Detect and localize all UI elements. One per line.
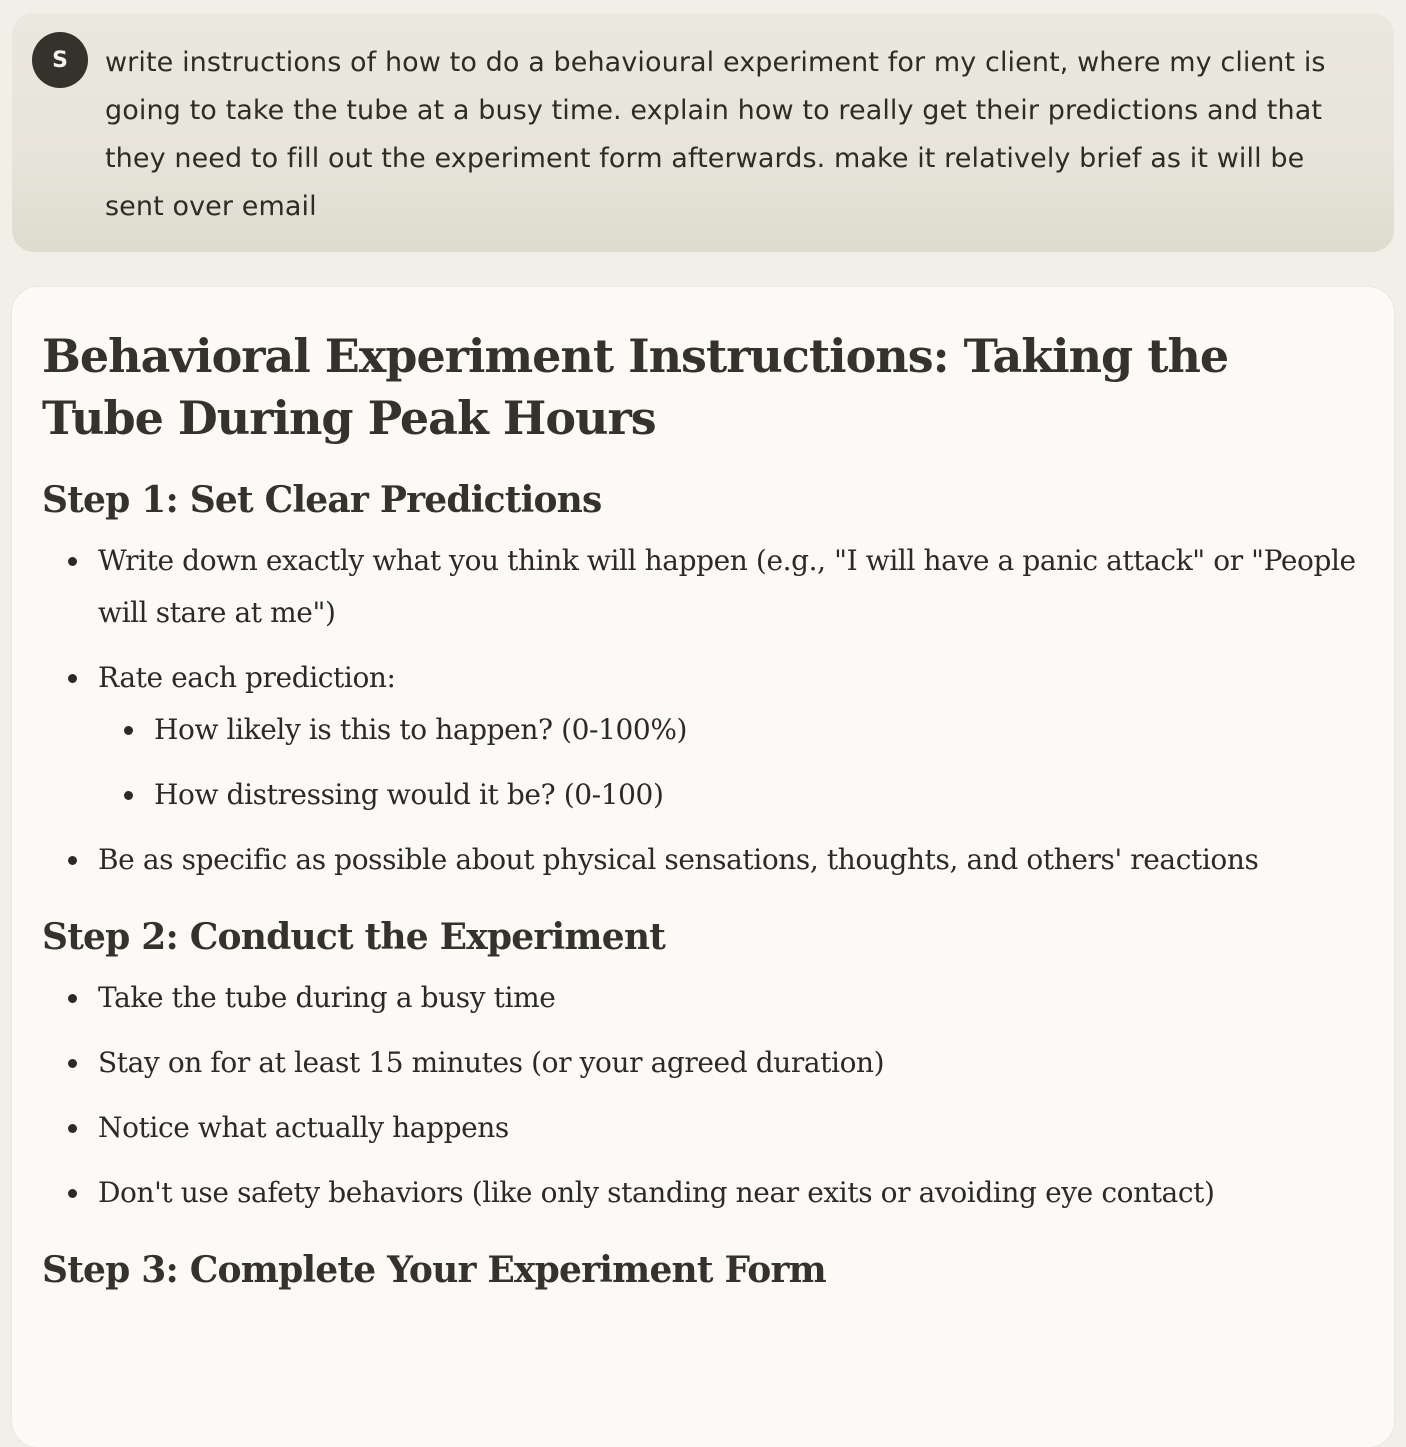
- list-item: How distressing would it be? (0-100): [154, 769, 1364, 821]
- list-item: Notice what actually happens: [98, 1102, 1364, 1154]
- user-avatar[interactable]: S: [32, 32, 88, 88]
- list-item: Don't use safety behaviors (like only standing near exits or avoiding eye contact): [98, 1167, 1364, 1219]
- list-item: Be as specific as possible about physical sensations, thoughts, and others' reactions: [98, 834, 1364, 886]
- user-message: [12, 13, 1394, 252]
- step1-sublist: [98, 704, 1364, 821]
- step3-heading: Step 3: Complete Your Experiment Form: [42, 1249, 826, 1291]
- step2-heading: Step 2: Conduct the Experiment: [42, 916, 666, 958]
- response-title: Behavioral Experiment Instructions: Taking the Tube During Peak Hours: [42, 329, 1229, 445]
- list-item-rate: [98, 652, 1364, 821]
- step1-heading: Step 1: Set Clear Predictions: [42, 479, 602, 521]
- user-message-text: write instructions of how to do a behavioural experiment for my client, where my client is going to take the tube at a busy time. explain how to really get their predictions and that they need to fill out the experiment form afterwards. make it relatively brief as it will be sent over email: [105, 47, 1326, 222]
- list-item: Stay on for at least 15 minutes (or your agreed duration): [98, 1037, 1364, 1089]
- step1-list: [42, 535, 1364, 886]
- step2-list: [42, 972, 1364, 1219]
- list-item: Take the tube during a busy time: [98, 972, 1364, 1024]
- list-item: Write down exactly what you think will happen (e.g., "I will have a panic attack" or "People will stare at me"): [98, 535, 1364, 639]
- list-item-text: Rate each prediction:: [98, 661, 396, 694]
- list-item: How likely is this to happen? (0-100%): [154, 704, 1364, 756]
- assistant-response: [12, 287, 1394, 1447]
